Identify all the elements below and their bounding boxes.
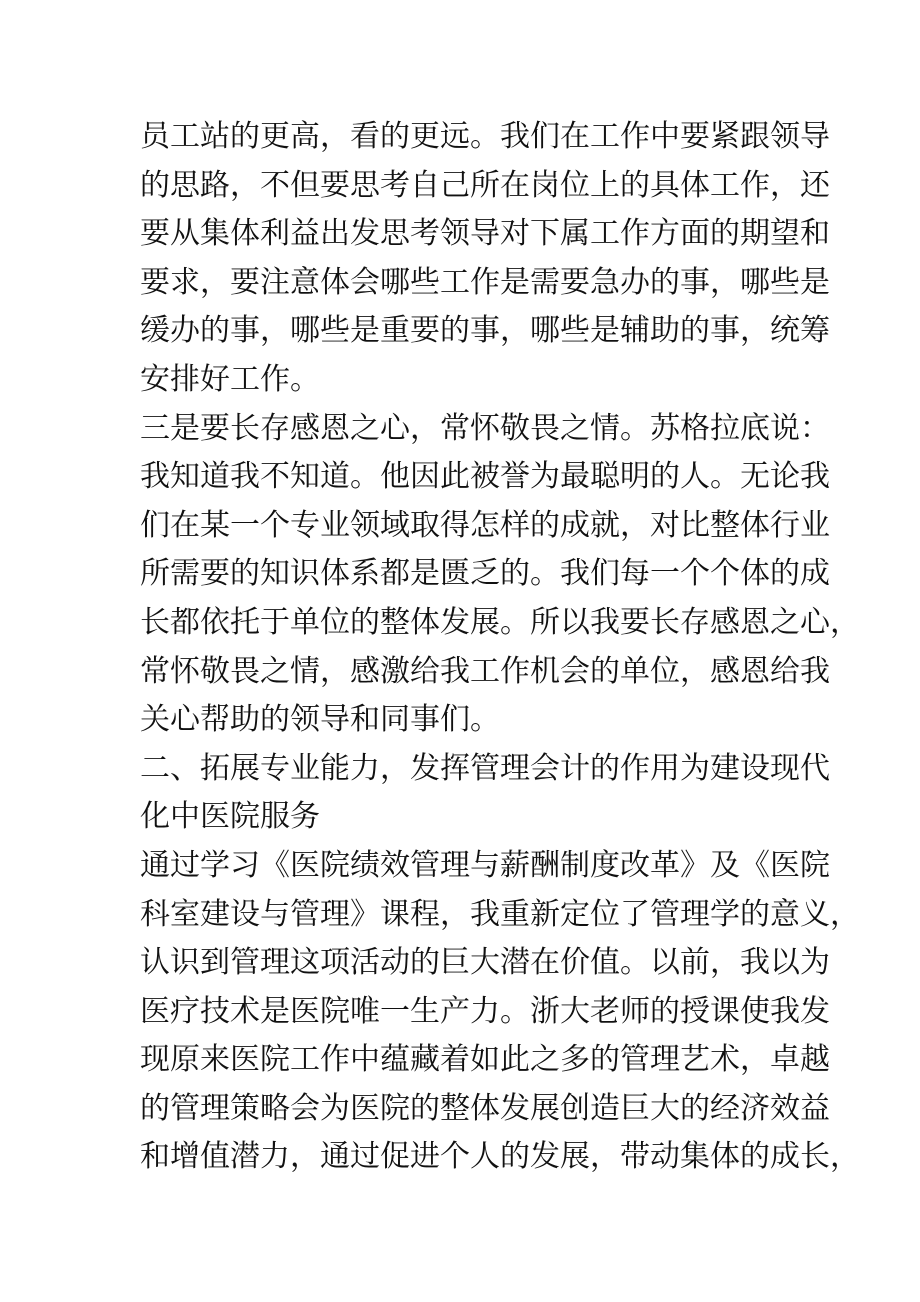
text-line: 三是要长存感恩之心，常怀敬畏之情。苏格拉底说： (140, 410, 830, 446)
section-heading-line: 化中医院服务 (140, 799, 320, 835)
text-line: 员工站的更高，看的更远。我们在工作中要紧跟领导 (140, 119, 830, 154)
text-line: 所需要的知识体系都是匮乏的。我们每一个个体的成 (140, 556, 830, 592)
text-line: 缓办的事，哪些是重要的事，哪些是辅助的事，统筹 (140, 313, 830, 349)
text-line: 的管理策略会为医院的整体发展创造巨大的经济效益 (140, 1090, 830, 1126)
text-line: 医疗技术是医院唯一生产力。浙大老师的授课使我发 (140, 993, 830, 1029)
text-line: 要从集体利益出发思考领导对下属工作方面的期望和 (140, 216, 830, 252)
section-heading-line: 二、拓展专业能力，发挥管理会计的作用为建设现代 (140, 750, 830, 786)
document-body (140, 113, 860, 1182)
text-line: 和增值潜力，通过促进个人的发展，带动集体的成长， (140, 1139, 860, 1175)
text-line: 科室建设与管理》课程，我重新定位了管理学的意义， (140, 896, 860, 932)
text-line: 现原来医院工作中蕴藏着如此之多的管理艺术，卓越 (140, 1042, 830, 1078)
text-line: 通过学习《医院绩效管理与薪酬制度改革》及《医院 (140, 847, 830, 883)
text-line: 的思路，不但要思考自己所在岗位上的具体工作，还 (140, 167, 830, 203)
text-line: 认识到管理这项活动的巨大潜在价值。以前，我以为 (140, 945, 830, 981)
text-line: 们在某一个专业领域取得怎样的成就，对比整体行业 (140, 507, 830, 543)
text-line: 安排好工作。 (140, 361, 320, 397)
text-line: 长都依托于单位的整体发展。所以我要长存感恩之心， (140, 604, 860, 640)
text-line: 关心帮助的领导和同事们。 (140, 702, 500, 738)
text-line: 常怀敬畏之情，感激给我工作机会的单位，感恩给我 (140, 653, 830, 689)
text-line: 我知道我不知道。他因此被誉为最聪明的人。无论我 (140, 459, 830, 495)
text-line: 要求，要注意体会哪些工作是需要急办的事，哪些是 (140, 264, 830, 300)
